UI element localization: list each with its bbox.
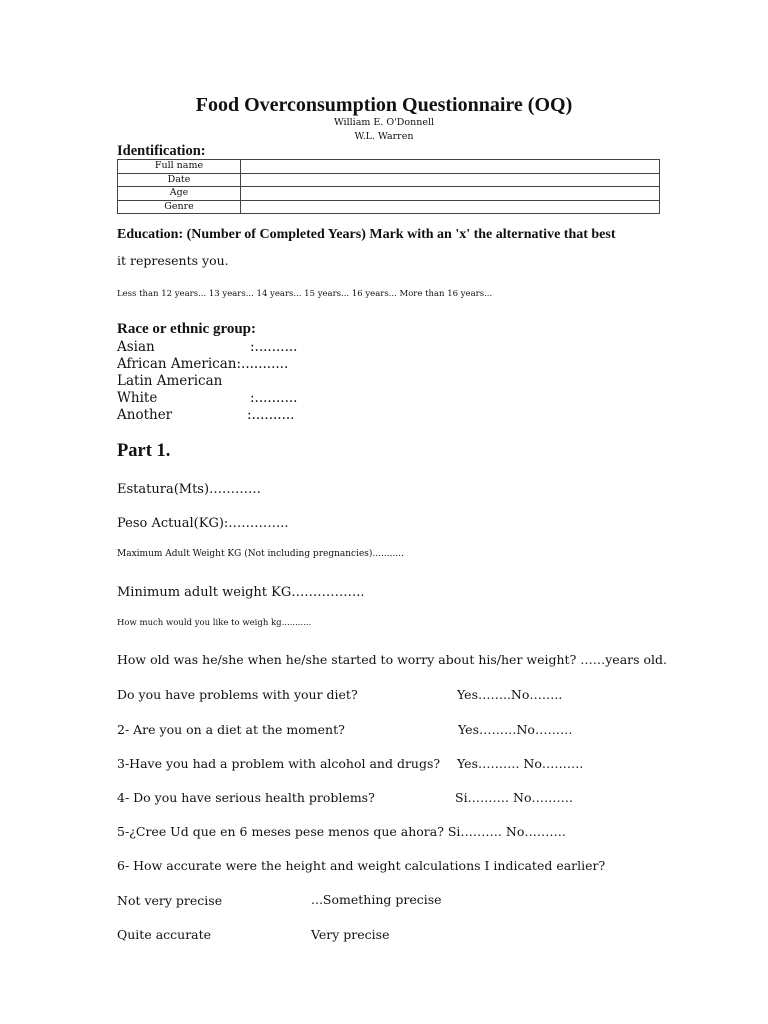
- worry-age-field[interactable]: How old was he/she when he/she started to worry about his/her weight? ……years old.: [117, 652, 668, 667]
- race-item-label: Another: [117, 407, 173, 423]
- desired-weight-field[interactable]: How much would you like to weigh kg...........: [117, 618, 312, 628]
- table-row: [118, 173, 660, 187]
- question-5[interactable]: 5-¿Cree Ud que en 6 meses pese menos que ahora? Si………. No……….: [117, 824, 566, 839]
- question-3: 3-Have you had a problem with alcohol and drugs?: [117, 756, 441, 771]
- identification-table: [117, 159, 660, 214]
- q6-option-something-precise[interactable]: ...Something precise: [311, 892, 442, 907]
- education-continuation: it represents you.: [117, 253, 229, 268]
- weight-field[interactable]: Peso Actual(KG):…………..: [117, 516, 289, 531]
- race-item-blank[interactable]: :..........: [247, 407, 295, 423]
- question-1-answer[interactable]: Yes……..No……..: [457, 687, 563, 702]
- author-2: W.L. Warren: [354, 131, 414, 142]
- age-field[interactable]: [241, 187, 660, 201]
- education-heading: Education: (Number of Completed Years) Mark with an 'x' the alternative that best: [117, 227, 616, 242]
- race-item-label: Asian: [117, 339, 155, 355]
- race-item-blank[interactable]: :..........: [250, 339, 298, 355]
- race-item-label: White: [117, 390, 158, 406]
- question-4-answer[interactable]: Si………. No……….: [455, 790, 573, 805]
- race-item-label: African American:...........: [117, 356, 289, 372]
- genre-field[interactable]: [241, 200, 660, 214]
- height-field[interactable]: Estatura(Mts)…………: [117, 482, 262, 497]
- row-label: Genre: [118, 200, 241, 214]
- author-1: William E. O'Donnell: [333, 117, 435, 128]
- row-label: Age: [118, 187, 241, 201]
- education-options: Less than 12 years... 13 years... 14 years... 15 years... 16 years... More than 16 years...: [117, 289, 493, 299]
- race-item-blank[interactable]: :..........: [250, 390, 298, 406]
- full-name-field[interactable]: [241, 160, 660, 174]
- q6-option-not-very-precise[interactable]: Not very precise: [117, 893, 223, 908]
- table-row: [118, 200, 660, 214]
- min-weight-field[interactable]: Minimum adult weight KG……………..: [117, 585, 365, 600]
- question-6: 6- How accurate were the height and weight calculations I indicated earlier?: [117, 858, 606, 873]
- race-item-label: Latin American: [117, 373, 223, 389]
- table-row: [118, 160, 660, 174]
- question-4: 4- Do you have serious health problems?: [117, 790, 375, 805]
- question-2-answer[interactable]: Yes………No………: [458, 722, 573, 737]
- question-3-answer[interactable]: Yes………. No……….: [457, 756, 584, 771]
- max-weight-field[interactable]: Maximum Adult Weight KG (Not including pregnancies)...........: [117, 549, 404, 559]
- table-row: [118, 187, 660, 201]
- document-title: Food Overconsumption Questionnaire (OQ): [195, 94, 573, 116]
- question-2: 2- Are you on a diet at the moment?: [117, 722, 345, 737]
- row-label: Full name: [118, 160, 241, 174]
- question-1: Do you have problems with your diet?: [117, 687, 358, 702]
- date-field[interactable]: [241, 173, 660, 187]
- race-heading: Race or ethnic group:: [117, 321, 257, 337]
- part1-heading: Part 1.: [117, 441, 171, 461]
- q6-option-very-precise[interactable]: Very precise: [311, 927, 390, 942]
- q6-option-quite-accurate[interactable]: Quite accurate: [117, 927, 212, 942]
- row-label: Date: [118, 173, 241, 187]
- identification-heading: Identification:: [117, 143, 206, 159]
